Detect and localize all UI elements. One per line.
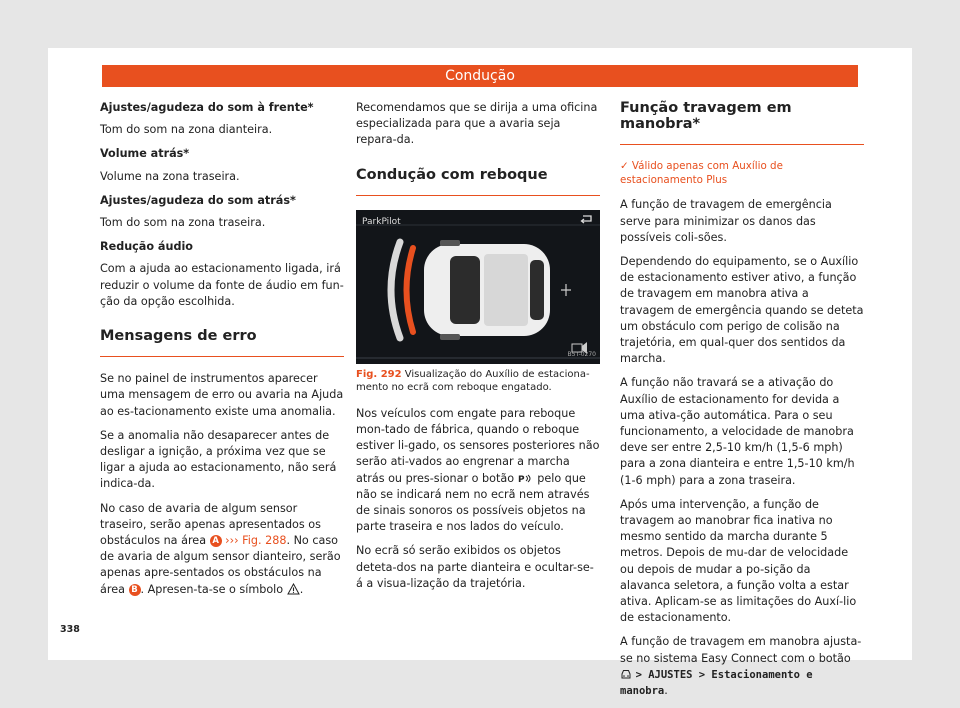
paragraph: Recomendamos que se dirija a uma oficina especializada para que a avaria seja repara-da. — [356, 101, 598, 147]
paragraph: No ecrã só serão exibidos os objetos deteta-dos na parte dianteira e ocultar-se-á a visua-lização da trajetória. — [356, 544, 594, 590]
settings-heading: Volume atrás* — [100, 147, 190, 161]
settings-item — [100, 100, 344, 138]
paragraph-towing: Nos veículos com engate para reboque mon-tado de fábrica, quando o reboque estiver li-gado, os sensores posteriores não serão ati-vados ao engrenar a marcha atrás ou pres-sionar o botão P pelo que não se indicará nem no ecrã nem através de sinais sonoros os possíveis objetos na parte traseira e nos lados do veículo. — [356, 406, 600, 534]
page-number: 338 — [60, 624, 80, 635]
settings-text: Com a ajuda ao estacionamento ligada, irá reduzir o volume da fonte de áudio em fun-ção da opção escolhida. — [100, 262, 344, 308]
screen-title: ParkPilot — [362, 216, 401, 227]
paragraph: Dependendo do equipamento, se o Auxílio de estacionamento estiver ativo, a função de travagem em manobra ativa a travagem de emergência quando se deteta um obstáculo com perigo de colisão na trajetória, em qual-quer dos sentidos da marcha. — [620, 255, 864, 366]
paragraph: Após uma intervenção, a função de travagem ao manobrar fica inativa no mesmo sentido da marcha durante 5 metros. Depois de mu-dar de velocidade ou depois de mudar a po-sição da alavanca seletora, a função volta a estar ativa. Aplicam-se as limitações do Auxí-lio de estacionamento. — [620, 497, 857, 625]
menu-path: > AJUSTES > Estacionamento e manobra — [620, 668, 813, 698]
svg-text:P: P — [517, 474, 525, 484]
settings-item — [100, 146, 344, 184]
chapter-title: Condução — [445, 68, 515, 84]
section-title-manoeuvre-braking: Função travagem em manobra* — [620, 100, 864, 145]
settings-item — [100, 193, 344, 231]
settings-text: Tom do som na zona traseira. — [100, 216, 266, 230]
paragraph: Se a anomalia não desaparecer antes de desligar a ignição, a próxima vez que se ligar a ajuda ao estacionamento, não será indica-da. — [100, 428, 337, 491]
vehicle-sensor-graphic — [356, 210, 600, 364]
settings-text: Tom do som na zona dianteira. — [100, 123, 273, 137]
warning-icon — [287, 583, 300, 595]
paragraph: Se no painel de instrumentos aparecer uma mensagem de erro ou avaria na Ajuda ao es-tacionamento existe uma anomalia. — [100, 372, 344, 418]
paragraph-sensor-failure: No caso de avaria de algum sensor traseiro, serão apenas apresentados os obstáculos na área A ››› Fig. 288. No caso de avaria de algum sensor dianteiro, serão apenas apre-sentados os obstáculos na área B . Apresen-ta-se o símbolo . — [100, 501, 341, 596]
manual-page — [48, 48, 912, 698]
figure-link[interactable]: Fig. 288 — [242, 534, 287, 548]
column-left — [100, 100, 344, 606]
settings-heading: Ajustes/agudeza do som atrás* — [100, 193, 296, 207]
figure-caption: Fig. 292 Visualização do Auxílio de estaciona-mento no ecrã com reboque engatado. — [356, 368, 590, 393]
settings-heading: Ajustes/agudeza do som à frente* — [100, 101, 314, 114]
settings-heading: Redução áudio — [100, 240, 193, 254]
paragraph: A função não travará se a ativação do Auxílio de estacionamento for devida a uma ativa-ção automática. Para o seu funcionamento, a velocidade de manobra deve ser entre 2,5-10 km/h (1,5-6 mph) para a zona dianteira e entre 1,5-10 km/h (1-6 mph) para a zona traseira. — [620, 376, 855, 487]
section-title-towing: Condução com reboque — [356, 167, 600, 196]
area-a-badge: A — [210, 535, 222, 547]
area-b-badge: B — [129, 584, 141, 596]
column-right — [620, 100, 864, 707]
paragraph-easy-connect: A função de travagem em manobra ajusta-se no sistema Easy Connect com o botão > AJUSTES > Estacionamento e manobra. — [620, 635, 862, 698]
check-icon: ✓ — [620, 160, 629, 173]
section-title-error-messages: Mensagens de erro — [100, 328, 344, 357]
settings-text: Volume na zona traseira. — [100, 169, 240, 183]
column-middle — [356, 100, 600, 600]
car-menu-icon — [620, 669, 632, 680]
chapter-header — [102, 65, 858, 87]
parking-sensor-button-icon — [518, 473, 534, 484]
crossref-arrow: ››› — [225, 534, 239, 548]
parkpilot-screen-figure — [356, 210, 600, 364]
validity-note: ✓ Válido apenas com Auxílio de estacionamento Plus — [620, 160, 783, 187]
figure-code: B5T-0270 — [567, 350, 596, 358]
paragraph: A função de travagem de emergência serve para minimizar os danos das possíveis coli-sões. — [620, 198, 832, 244]
figure-label: Fig. 292 — [356, 368, 402, 380]
settings-item — [100, 239, 344, 310]
